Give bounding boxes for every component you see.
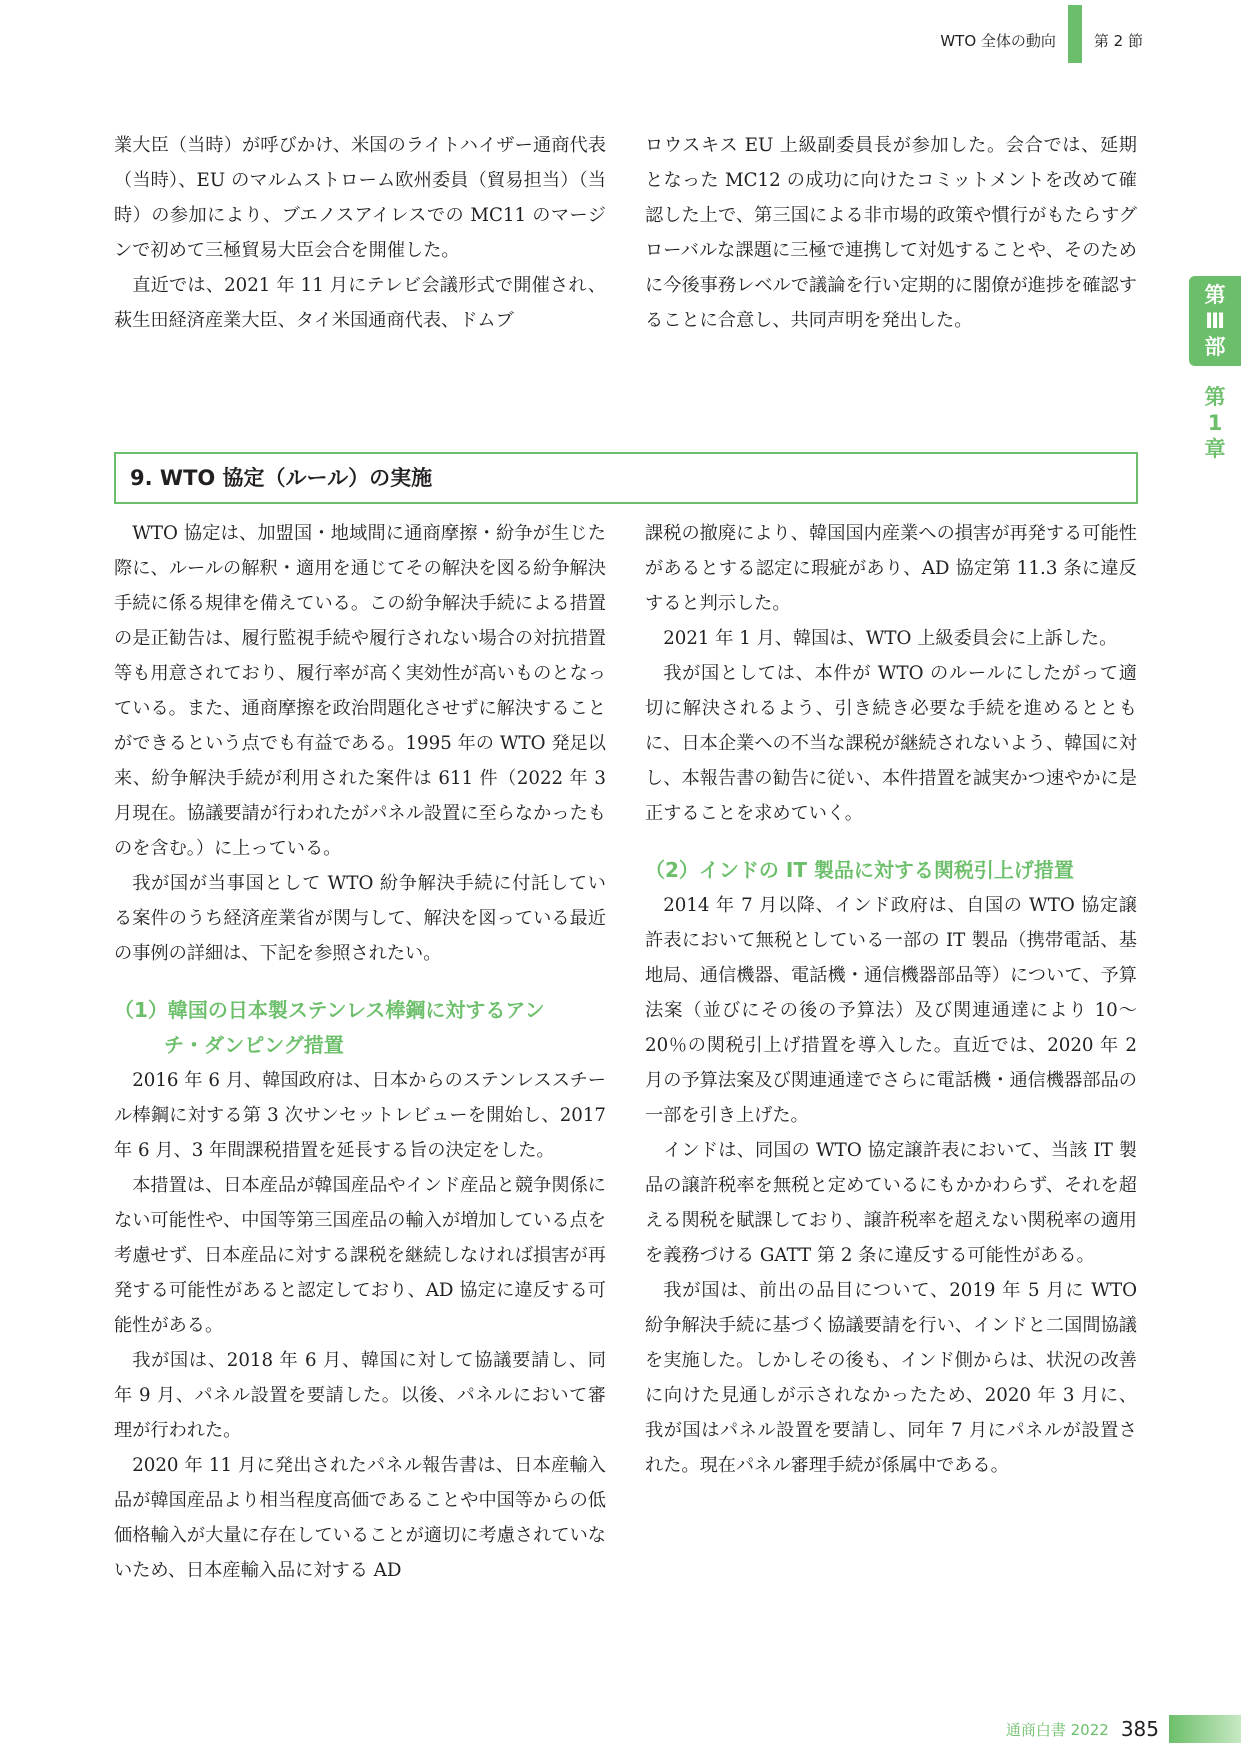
paragraph: 我が国としては、本件が WTO のルールにしたがって適切に解決されるよう、引き続き必要な手続を進めるとともに、日本企業への不当な課税が継続されないよう、韓国に対し、本報告書の勧告に従い、本件措置を誠実かつ速やかに是正することを求めていく。	[645, 663, 1137, 824]
chapter-tab-line: 第	[1204, 385, 1226, 409]
paragraph: 我が国は、前出の品目について、2019 年 5 月に WTO 紛争解決手続に基づく協議要請を行い、インドと二国間協議を実施した。しかしその後も、インド側からは、状況の改善に向けた見通しが示されなかったため、2020 年 3 月に、我が国はパネル設置を要請し、同年 7 月にパネルが設置された。現在パネル審理手続が係属中である。	[645, 1280, 1137, 1476]
left-column	[114, 516, 606, 1588]
paragraph: 我が国は、2018 年 6 月、韓国に対して協議要請し、同年 9 月、パネル設置を要請した。以後、パネルにおいて審理が行われた。	[114, 1350, 606, 1441]
paragraph: 2016 年 6 月、韓国政府は、日本からのステンレススチール棒鋼に対する第 3 次サンセットレビューを開始し、2017 年 6 月、3 年間課税措置を延長する旨の決定をした。	[114, 1070, 606, 1161]
paragraph: インドは、同国の WTO 協定譲許表において、当該 IT 製品の譲許税率を無税と定めているにもかかわらず、それを超える関税を賦課しており、譲許税率を超えない関税率の適用を義務づける GATT 第 2 条に違反する可能性がある。	[645, 1140, 1137, 1266]
subsection-heading-2: （2）インドの IT 製品に対する関税引上げ措置	[645, 858, 1074, 882]
subsection-heading-line: チ・ダンピング措置	[164, 1033, 344, 1057]
chapter-tab	[1189, 378, 1241, 468]
header-section: WTO 全体の動向	[940, 31, 1056, 50]
paragraph: 業大臣（当時）が呼びかけ、米国のライトハイザー通商代表（当時）、EU のマルムストローム欧州委員（貿易担当）（当時）の参加により、ブエノスアイレスでの MC11 のマージンで初めて三極貿易大臣会合を開催した。	[114, 135, 606, 261]
top-left-column	[114, 128, 606, 338]
paragraph: 2020 年 11 月に発出されたパネル報告書は、日本産輸入品が韓国産品より相当程度高価であることや中国等からの低価格輸入が大量に存在していることが適切に考慮されていないため、日本産輸入品に対する AD	[114, 1455, 606, 1581]
paragraph: 課税の撤廃により、韓国国内産業への損害が再発する可能性があるとする認定に瑕疵があり、AD 協定第 11.3 条に違反すると判示した。	[645, 523, 1137, 614]
page-footer	[1006, 1712, 1241, 1746]
part-tab	[1189, 276, 1241, 366]
paragraph: 本措置は、日本産品が韓国産品やインド産品と競争関係にない可能性や、中国等第三国産品の輸入が増加している点を考慮せず、日本産品に対する課税を継続しなければ損害が再発する可能性があると認定しており、AD 協定に違反する可能性がある。	[114, 1175, 606, 1336]
top-right-column	[645, 128, 1137, 338]
paragraph: 2021 年 1 月、韓国は、WTO 上級委員会に上訴した。	[663, 628, 1118, 649]
header-subsection: 第 2 節	[1093, 31, 1143, 50]
page-number: 385	[1120, 1717, 1159, 1741]
running-header	[940, 24, 1143, 56]
part-tab-line: 第	[1204, 283, 1226, 307]
chapter-tab-line: 1	[1207, 411, 1223, 435]
book-title: 通商白書 2022	[1005, 1720, 1109, 1739]
paragraph: 我が国が当事国として WTO 紛争解決手続に付託している案件のうち経済産業省が関与して、解決を図っている最近の事例の詳細は、下記を参照されたい。	[114, 873, 606, 964]
paragraph: 直近では、2021 年 11 月にテレビ会議形式で開催され、萩生田経済産業大臣、タイ米国通商代表、ドムブ	[114, 275, 606, 331]
subsection-heading-line: （1）韓国の日本製ステンレス棒鋼に対するアン	[114, 998, 545, 1022]
subsection-heading-1	[114, 993, 606, 1063]
part-tab-line: 部	[1204, 335, 1226, 359]
footer-decoration	[1169, 1715, 1241, 1743]
right-column	[645, 516, 1137, 1483]
paragraph: ロウスキス EU 上級副委員長が参加した。会合では、延期となった MC12 の成功に向けたコミットメントを改めて確認した上で、第三国による非市場的政策や慣行がもたらすグローバルな課題に三極で連携して対処することや、そのために今後事務レベルで議論を行い定期的に閣僚が進捗を確認することに合意し、共同声明を発出した。	[645, 135, 1137, 331]
section-heading: 9. WTO 協定（ルール）の実施	[114, 452, 1138, 504]
header-divider	[1068, 5, 1082, 63]
part-tab-line: Ⅲ	[1205, 309, 1225, 333]
chapter-tab-line: 章	[1204, 437, 1226, 461]
paragraph: 2014 年 7 月以降、インド政府は、自国の WTO 協定譲許表において無税としている一部の IT 製品（携帯電話、基地局、通信機器、電話機・通信機器部品等）について、予算法案（並びにその後の予算法）及び関連通達により 10〜20％の関税引上げ措置を導入した。直近では、2020 年 2 月の予算法案及び関連通達でさらに電話機・通信機器部品の一部を引き上げた。	[645, 895, 1137, 1126]
paragraph: WTO 協定は、加盟国・地域間に通商摩擦・紛争が生じた際に、ルールの解釈・適用を通じてその解決を図る紛争解決手続に係る規律を備えている。この紛争解決手続による措置の是正勧告は、履行監視手続や履行されない場合の対抗措置等も用意されており、履行率が高く実効性が高いものとなっている。また、通商摩擦を政治問題化させずに解決することができるという点でも有益である。1995 年の WTO 発足以来、紛争解決手続が利用された案件は 611 件（2022 年 3 月現在。協議要請が行われたがパネル設置に至らなかったものを含む。）に上っている。	[114, 523, 606, 859]
